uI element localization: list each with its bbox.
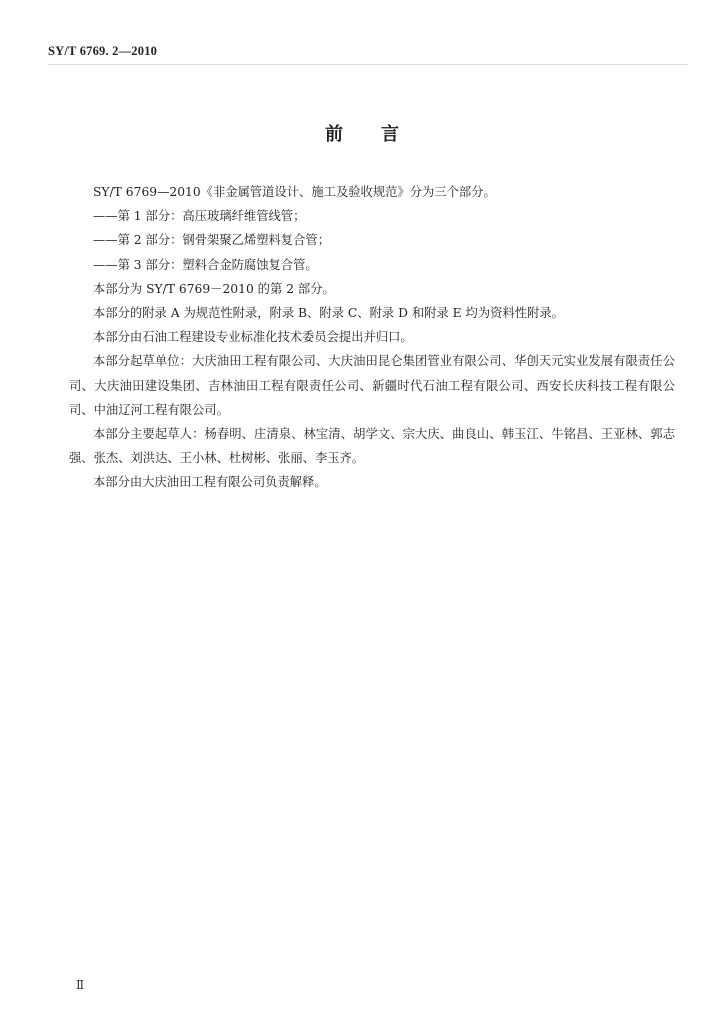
- header-rule: [48, 64, 688, 65]
- paragraph-interpretation: 本部分由大庆油田工程有限公司负责解释。: [93, 475, 327, 490]
- paragraph-intro: SY/T 6769—2010《非金属管道设计、施工及验收规范》分为三个部分。: [93, 185, 496, 199]
- paragraph-drafters: 本部分主要起草人：杨春明、庄清泉、林宝清、胡学文、宗大庆、曲良山、韩玉江、牛铭昌、王亚林、郭志强、张杰、刘洪达、王小林、杜树彬、张丽、李玉齐。: [69, 427, 675, 466]
- page-number: Ⅱ: [76, 978, 85, 992]
- paragraph-part-3: ——第 3 部分：塑料合金防腐蚀复合管。: [93, 257, 318, 272]
- paragraph-this-part: 本部分为 SY/T 6769－2010 的第 2 部分。: [93, 281, 335, 296]
- page-title: 前言: [325, 124, 437, 145]
- paragraph-proposed-by: 本部分由石油工程建设专业标准化技术委员会提出并归口。: [93, 330, 413, 345]
- standard-code-header: SY/T 6769. 2—2010: [48, 44, 158, 58]
- paragraph-appendix: 本部分的附录 A 为规范性附录，附录 B、附录 C、附录 D 和附录 E 均为资料性附录。: [93, 306, 564, 321]
- paragraph-part-2: ——第 2 部分：钢骨架聚乙烯塑料复合管；: [93, 233, 330, 248]
- paragraph-drafting-units: 本部分起草单位：大庆油田工程有限公司、大庆油田昆仑集团管业有限公司、华创天元实业发展有限责任公司、大庆油田建设集团、吉林油田工程有限责任公司、新疆时代石油工程有限公司、西安长庆科技工程有限公司、中油辽河工程有限公司。: [69, 354, 675, 417]
- paragraph-part-1: ——第 1 部分：高压玻璃纤维管线管；: [93, 209, 306, 224]
- preface-body: [69, 180, 675, 495]
